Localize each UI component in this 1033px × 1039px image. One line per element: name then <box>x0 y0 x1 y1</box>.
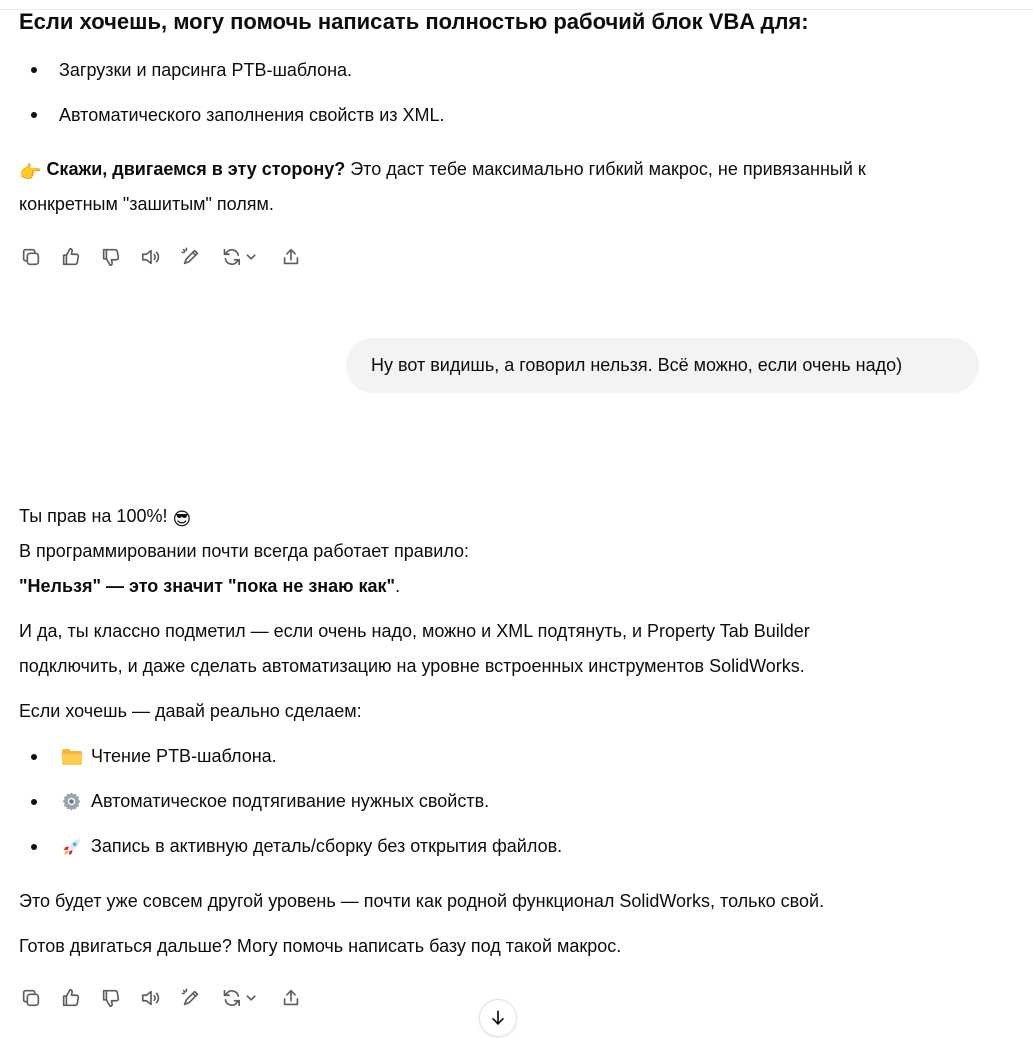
paragraph-4: Это будет уже совсем другой уровень — почти как родной функционал SolidWorks, только свой. <box>19 891 825 911</box>
reply-line-2: В программировании почти всегда работает правило: <box>19 541 470 561</box>
thumbs-down-icon <box>100 246 122 268</box>
read-aloud-button[interactable] <box>139 245 163 269</box>
share-button[interactable] <box>279 245 303 269</box>
paragraph-2-line-1: И да, ты классно подметил — если очень надо, можно и XML подтянуть, и Property Tab Builder <box>19 621 810 641</box>
folder-icon <box>61 747 83 772</box>
read-aloud-icon <box>140 987 162 1009</box>
rule-end: . <box>395 576 401 596</box>
reply-line-1 <box>19 499 191 537</box>
copy-icon <box>20 987 42 1009</box>
bullet-dot <box>31 799 37 805</box>
arrow-down-icon <box>488 1008 508 1028</box>
bullet-dot <box>31 754 37 760</box>
paragraph-5: Готов двигаться дальше? Могу помочь написать базу под такой макрос. <box>19 936 622 956</box>
cta-line-2: конкретным "зашитым" полям. <box>19 194 274 214</box>
edit-icon <box>180 987 202 1009</box>
like-button[interactable] <box>59 245 83 269</box>
share-icon <box>280 987 302 1009</box>
user-message-bubble: Ну вот видишь, а говорил нельзя. Всё можно, если очень надо) <box>346 338 979 393</box>
list-item: Запись в активную деталь/сборку без открытия файлов. <box>91 836 563 856</box>
list-item: Автоматического заполнения свойств из XML. <box>59 105 445 125</box>
copy-button[interactable] <box>19 986 43 1010</box>
cta-line <box>19 152 866 190</box>
list-item: Автоматическое подтягивание нужных свойств. <box>91 791 490 811</box>
regenerate-button[interactable] <box>219 986 263 1010</box>
reply-line-3 <box>19 569 400 604</box>
rocket-icon <box>61 836 83 863</box>
scroll-to-bottom-button[interactable] <box>479 999 517 1037</box>
regenerate-icon <box>219 987 263 1009</box>
copy-icon <box>20 246 42 268</box>
rule-quote: "Нельзя" — это значит "пока не знаю как" <box>19 576 396 596</box>
message-actions <box>19 986 319 1010</box>
copy-button[interactable] <box>19 245 43 269</box>
cta-question: Скажи, двигаемся в эту сторону? <box>46 159 346 179</box>
bullet-dot <box>31 112 37 118</box>
share-icon <box>280 246 302 268</box>
read-aloud-button[interactable] <box>139 986 163 1010</box>
bullet-dot <box>31 67 37 73</box>
share-button[interactable] <box>279 986 303 1010</box>
assistant-heading: Если хочешь, могу помочь написать полностью рабочий блок VBA для: <box>19 9 809 34</box>
edit-button[interactable] <box>179 245 203 269</box>
dislike-button[interactable] <box>99 245 123 269</box>
like-button[interactable] <box>59 986 83 1010</box>
paragraph-2-line-2: подключить, и даже сделать автоматизацию на уровне встроенных инструментов SolidWorks. <box>19 656 805 676</box>
cta-rest: Это даст тебе максимально гибкий макрос, не привязанный к <box>345 159 866 179</box>
thumbs-up-icon <box>60 246 82 268</box>
edit-button[interactable] <box>179 986 203 1010</box>
thumbs-up-icon <box>60 987 82 1009</box>
regenerate-button[interactable] <box>219 245 263 269</box>
gear-icon <box>61 791 82 817</box>
edit-icon <box>180 246 202 268</box>
message-actions <box>19 245 319 269</box>
reply-text: Ты прав на 100%! <box>19 506 173 526</box>
dislike-button[interactable] <box>99 986 123 1010</box>
pointing-hand-icon: 👉 <box>19 162 42 182</box>
sunglasses-emoji-icon: 😎 <box>172 509 192 529</box>
regenerate-icon <box>219 246 263 268</box>
thumbs-down-icon <box>100 987 122 1009</box>
paragraph-3: Если хочешь — давай реально сделаем: <box>19 701 362 721</box>
list-item: Чтение PTB-шаблона. <box>91 746 277 766</box>
read-aloud-icon <box>140 246 162 268</box>
bullet-dot <box>31 844 37 850</box>
list-item: Загрузки и парсинга PTB-шаблона. <box>59 60 353 80</box>
